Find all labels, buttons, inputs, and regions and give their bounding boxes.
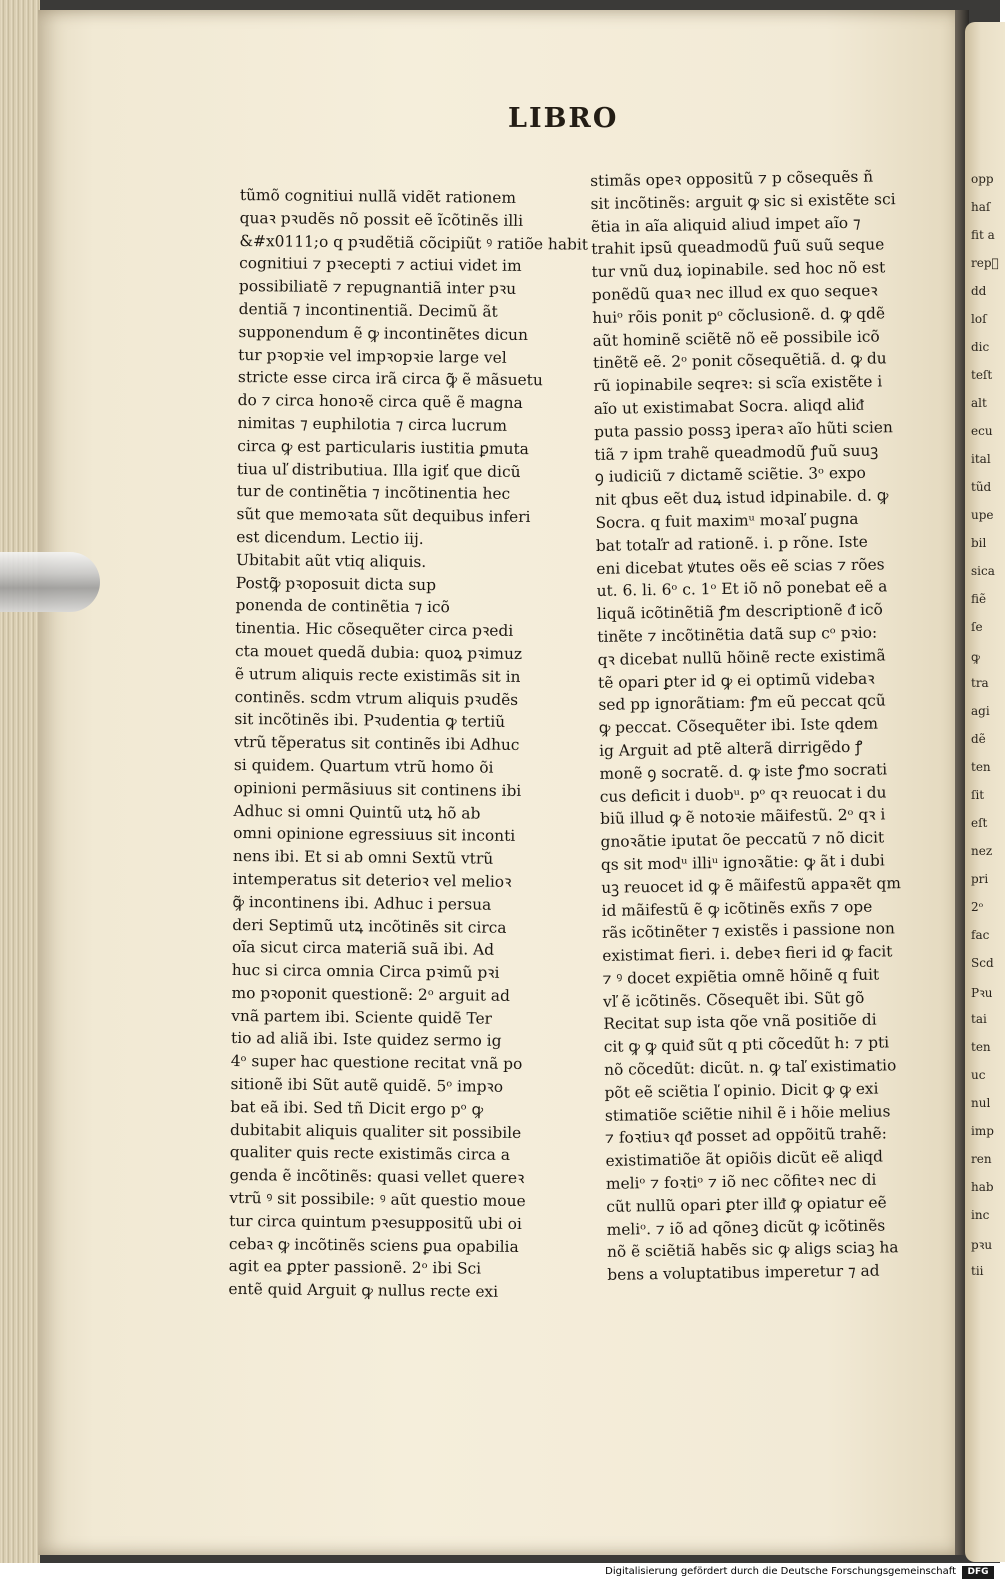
text-line: bens a voluptatibus imperetur ⁊ ad	[607, 1261, 880, 1285]
funding-credit: Digitalisierung gefördert durch die Deutsche Forschungsgemeinschaft	[605, 1566, 956, 1577]
text-line: supponendum ẽ ꝙ incontinẽtes dicun	[238, 322, 529, 344]
text-line: ponẽdũ quaꝛ nec illud ex quo sequeꝛ	[591, 281, 878, 304]
text-line: est dicendum. Lectio iij.	[236, 527, 424, 548]
text-line: qꝛ dicebat nullũ hõinẽ recte existimã	[597, 646, 886, 669]
recto-text-fragment: imp	[971, 1124, 994, 1138]
recto-text-fragment: fit a	[971, 228, 995, 242]
text-line: tur vnũ duꝝ iopinabile. sed hoc nõ est	[591, 258, 886, 282]
text-line: põt eẽ sciẽtia ľ opinio. Dicit ꝙ ꝙ exi	[604, 1079, 879, 1102]
recto-text-fragment: alt	[971, 396, 987, 410]
text-line: puta passio possꝫ iperaꝛ aĩo hũti scien	[593, 418, 893, 441]
text-line: Postꝙ̃ pꝛoposuit dicta sup	[235, 573, 437, 594]
recto-text-fragment: ten	[971, 1040, 991, 1054]
page-edges	[0, 0, 40, 1563]
text-line: ẽtia in aĩa aliquid aliud impet aĩo ⁊	[590, 213, 861, 236]
text-line: ⁊ foꝛtiuꝛ qᵭ posset ad oppõitũ trahẽ:	[605, 1124, 888, 1148]
page-clip	[0, 552, 100, 612]
text-line: id mãifestũ ẽ ꝙ icõtinẽs exñs ⁊ ope	[601, 897, 873, 920]
text-line: sũt que memoꝛata sũt dequibus inferi	[236, 505, 531, 527]
text-line: qualiter quis recte existimãs circa a	[229, 1143, 511, 1165]
dfg-logo: DFG	[962, 1566, 994, 1579]
text-line: Recitat sup ista qõe vnã positiõe di	[603, 1011, 877, 1034]
text-line: nõ cõcedũt: dicũt. n. ꝙ taľ existimatio	[603, 1056, 897, 1079]
text-line: existimatiõe ãt opiõis dicũt eẽ aliqd	[605, 1147, 884, 1171]
recto-text-fragment: pꝛu	[971, 1238, 993, 1252]
text-line: Adhuc si omni Quintũ utꝝ hõ ab	[233, 801, 481, 823]
recto-text-fragment: tra	[971, 676, 989, 690]
text-line: cũt nullũ opari ꝑter illᵭ ꝙ opiatur eẽ	[606, 1193, 887, 1216]
recto-text-fragment: nez	[971, 844, 993, 858]
text-line: trahit ipsũ queadmodũ ꝭuũ suũ seque	[591, 235, 885, 259]
recto-text-fragment: ꝙ	[971, 650, 981, 664]
recto-text-fragment: teſt	[971, 368, 993, 382]
recto-text-fragment: ecu	[971, 424, 993, 438]
text-line: vtrũ tẽperatus sit continẽs ibi Adhuc	[234, 733, 520, 755]
text-line: vnã partem ibi. Sciente quidẽ Ter	[231, 1006, 493, 1028]
text-line: tur circa quintum pꝛesuppositũ ubi oi	[229, 1211, 522, 1233]
recto-text-fragment: ſe	[971, 620, 983, 634]
text-line: huiᵒ rõis ponit pᵒ cõclusionẽ. d. ꝙ qdẽ	[592, 304, 886, 327]
recto-text-fragment: nul	[971, 1096, 991, 1110]
text-line: ig Arguit ad ptẽ alterã dirrigẽdo ꝭ	[598, 737, 863, 760]
text-line: continẽs. scdm vtrum aliquis pꝛudẽs	[234, 687, 519, 709]
text-line: quaꝛ pꝛudẽs nõ possit eẽ ĩcõtinẽs illi	[239, 208, 524, 230]
text-line: intemperatus sit deterioꝛ vel melioꝛ	[232, 869, 512, 891]
recto-text-fragment: ren	[971, 1152, 992, 1166]
text-line: ponenda de continẽtia ⁊ icõ	[235, 596, 450, 617]
recto-text-fragment: fac	[971, 928, 990, 942]
recto-text-fragment: fiẽ	[971, 592, 987, 606]
recto-text-fragment: dẽ	[971, 732, 986, 746]
text-line: qs sit modᵘ illiᵘ ignoꝛãtie: ꝙ ãt i dubi	[600, 851, 885, 874]
text-line: mo pꝛoponit questionẽ: 2ᵒ arguit ad	[231, 983, 510, 1005]
recto-text-fragment: pri	[971, 872, 989, 886]
text-line: nit qbus eẽt duꝝ istud idpinabile. d. ꝙ	[595, 486, 889, 510]
recto-text-fragment: upe	[971, 508, 994, 522]
text-line: ꝙ̃ incontinens ibi. Adhuc i persua	[232, 892, 492, 914]
text-line: bat totaľr ad rationẽ. i. p rõne. Iste	[595, 532, 868, 555]
text-line: si quidem. Quartum vtrũ homo õi	[233, 755, 494, 777]
text-line: liquã icõtinẽtiã ꝭm descriptionẽ ᵭ icõ	[596, 600, 883, 624]
text-line: Socra. q fuit maximᵘ moꝛaľ pugna	[595, 509, 859, 532]
text-line: entẽ quid Arguit ꝙ nullus recte exi	[228, 1280, 499, 1302]
text-line: nens ibi. Et si ab omni Sextũ vtrũ	[232, 847, 494, 868]
text-line: circa ꝙ est particularis iustitia ꝑmuta	[237, 436, 530, 458]
recto-text-fragment: repᷓ	[971, 256, 999, 270]
right-text-column	[590, 165, 903, 1287]
text-line: omni opinione egressiuus sit inconti	[233, 824, 516, 846]
text-line: cognitiui ⁊ pꝛecepti ⁊ actiui videt im	[239, 254, 522, 276]
recto-text-fragment: eſt	[971, 816, 988, 830]
text-line: vľ ẽ icõtinẽs. Cõsequẽt ibi. Sũt gõ	[602, 988, 865, 1011]
text-line: aũt hominẽ sciẽtẽ nõ eẽ possibile icõ	[592, 327, 880, 350]
text-line: tẽ opari ꝑter id ꝙ ei optimũ videbaꝛ	[597, 669, 875, 692]
text-line: tũmõ cognitiui nullã vidẽt rationem	[239, 185, 517, 207]
recto-text-fragment: tii	[971, 1264, 984, 1278]
text-line: biũ illud ꝙ ẽ notoꝛie mãifestũ. 2ᵒ qꝛ i	[600, 805, 886, 829]
recto-text-fragment: tai	[971, 1012, 987, 1026]
text-line: dentiã ⁊ incontinentiã. Decimũ ãt	[238, 299, 498, 321]
text-line: agit ea ꝑpter passionẽ. 2ᵒ ibi Sci	[228, 1257, 482, 1279]
text-line: &#x0111;o q pꝛudẽtiã cõcipiũt ꝰ ratiõe habit	[239, 231, 589, 254]
text-line: tiua uľ distributiua. Illa igiť que dicũ	[236, 459, 521, 481]
footer-bar	[0, 1563, 1000, 1583]
text-line: cebaꝛ ꝙ incõtinẽs sciens ꝑua opabilia	[228, 1234, 519, 1256]
text-line: existimat fieri. i. debeꝛ fieri id ꝙ facit	[602, 942, 893, 965]
text-line: tinentia. Hic cõsequẽter circa pꝛedi	[235, 619, 514, 641]
recto-text-fragment: 2ᵒ	[971, 900, 984, 914]
text-line: dubitabit aliquis qualiter sit possibile	[230, 1120, 522, 1142]
text-line: uꝫ reuocet id ꝙ ẽ mãifestũ appaꝛẽt qm	[601, 873, 901, 897]
running-head: LIBRO	[508, 103, 619, 134]
text-line: oĩa sicut circa materiã suã ibi. Ad	[231, 938, 495, 959]
text-line: cus deficit i duobᵘ. pᵒ qꝛ reuocat i du	[599, 782, 887, 806]
text-line: tinẽte ⁊ incõtinẽtia datã sup cᵒ pꝛio:	[597, 623, 878, 646]
text-line: tiã ⁊ ipm trahẽ queadmodũ ꝭuũ suuꝫ	[594, 441, 879, 464]
recto-text-fragment: haſ	[971, 200, 991, 214]
text-line: sit incõtinẽs: arguit ꝙ sic si existẽte sci	[590, 190, 896, 213]
text-line: tio ad aliã ibi. Iste quidez sermo ig	[230, 1029, 502, 1051]
recto-text-fragment: ital	[971, 452, 991, 466]
text-line: nõ ẽ sciẽtiã habẽs sic ꝙ aligs sciaꝫ ha	[606, 1238, 899, 1262]
text-line: bat eã ibi. Sed tñ Dicit ergo pᵒ ꝙ	[230, 1097, 484, 1119]
text-line: stimatiõe sciẽtie nihil ẽ i hõie melius	[604, 1102, 891, 1125]
text-line: ⁊ ꝰ docet expiẽtia omnẽ hõinẽ q fuit	[602, 965, 880, 988]
text-line: ꝯ iudiciũ ⁊ dictamẽ sciẽtie. 3ᵒ expo	[594, 464, 866, 487]
text-line: deri Septimũ utꝝ incõtinẽs sit circa	[232, 915, 507, 937]
text-line: possibiliatẽ ⁊ repugnantiã inter pꝛu	[238, 277, 517, 299]
recto-page-edge	[965, 22, 1005, 1562]
text-line: vtrũ ꝰ sit possibile: ꝰ aũt questio moue	[229, 1189, 526, 1211]
recto-text-fragment: opp	[971, 172, 994, 186]
text-line: genda ẽ incõtinẽs: quasi vellet quereꝛ	[229, 1166, 525, 1188]
text-line: rãs icõtinẽter ⁊ existẽs i passione non	[601, 919, 895, 943]
text-line: do ⁊ circa honoꝛẽ circa quẽ ẽ magna	[237, 391, 523, 413]
text-line: ẽ utrum aliquis recte existimãs sit in	[234, 664, 521, 686]
left-text-column	[228, 184, 589, 1304]
recto-text-fragment: ten	[971, 760, 991, 774]
recto-text-fragment: tũd	[971, 480, 992, 494]
text-line: 4ᵒ super hac questione recitat vnã po	[230, 1052, 523, 1074]
recto-text-fragment: agi	[971, 704, 990, 718]
recto-text-fragment: loſ	[971, 312, 987, 326]
recto-text-fragment: Pꝛu	[971, 986, 993, 1000]
text-line: monẽ ꝯ socratẽ. d. ꝙ iste ꝭmo socrati	[599, 760, 888, 783]
recto-text-fragment: bil	[971, 536, 987, 550]
recto-text-fragment: dic	[971, 340, 990, 354]
recto-text-fragment: uc	[971, 1068, 986, 1082]
text-line: eni dicebat ꝟtutes oẽs eẽ scias ⁊ rões	[596, 554, 885, 578]
text-line: gnoꝛãtie iputat õe peccatũ ⁊ nõ dicit	[600, 828, 885, 852]
text-line: rũ iopinabile seqreꝛ: si scĩa existẽte i	[593, 372, 883, 396]
recto-text-fragment: hab	[971, 1180, 994, 1194]
text-line: sed pp ignorãtiam: ꝭm eũ peccat qcũ	[598, 691, 886, 715]
text-line: nimitas ⁊ euphilotia ⁊ circa lucrum	[237, 413, 508, 435]
text-line: opinioni permãsiuus sit continens ibi	[233, 778, 522, 800]
recto-text-fragment: ſit	[971, 788, 985, 802]
text-line: stimãs opeꝛ oppositũ ⁊ p cõsequẽs ñ	[590, 167, 874, 190]
text-line: cit ꝙ ꝙ quiᵭ sũt q pti cõcedũt h: ⁊ pti	[603, 1033, 890, 1057]
text-line: tur de continẽtia ⁊ incõtinentia hec	[236, 482, 511, 504]
text-line: Ubitabit aũt vtiq aliquis.	[235, 550, 427, 571]
recto-text-fragment: sica	[971, 564, 995, 578]
text-line: aĩo ut existimabat Socra. aliqd aliᵭ	[593, 395, 864, 418]
recto-text-fragment: Scd	[971, 956, 994, 970]
text-line: sitionẽ ibi Sũt autẽ quidẽ. 5ᵒ impꝛo	[230, 1075, 504, 1096]
text-line: sit incõtinẽs ibi. Pꝛudentia ꝙ tertiũ	[234, 710, 506, 732]
text-line: cta mouet quedã dubia: quoꝝ pꝛimuz	[235, 641, 523, 663]
text-line: ꝙ peccat. Cõsequẽter ibi. Iste qdem	[598, 714, 879, 738]
text-line: tur pꝛopꝛie vel impꝛopꝛie large vel	[238, 345, 507, 367]
recto-text-fragment: inc	[971, 1208, 990, 1222]
text-line: meliᵒ. ⁊ iõ ad qõneꝫ dicũt ꝙ icõtinẽs	[606, 1216, 886, 1239]
text-line: tinẽtẽ eẽ. 2ᵒ ponit cõsequẽtiã. d. ꝙ du	[592, 349, 887, 373]
text-line: ut. 6. li. 6ᵒ c. 1ᵒ Et iõ nõ ponebat eẽ a	[596, 577, 888, 601]
text-line: huc si circa omnia Circa pꝛimũ pꝛi	[231, 961, 500, 982]
text-line: stricte esse circa irã circa ꝙ̃ ẽ mãsuetu	[237, 368, 543, 390]
recto-text-fragment: dd	[971, 284, 987, 298]
text-line: meliᵒ ⁊ foꝛtiᵒ ⁊ iõ nec cõfiteꝛ nec di	[605, 1170, 877, 1193]
